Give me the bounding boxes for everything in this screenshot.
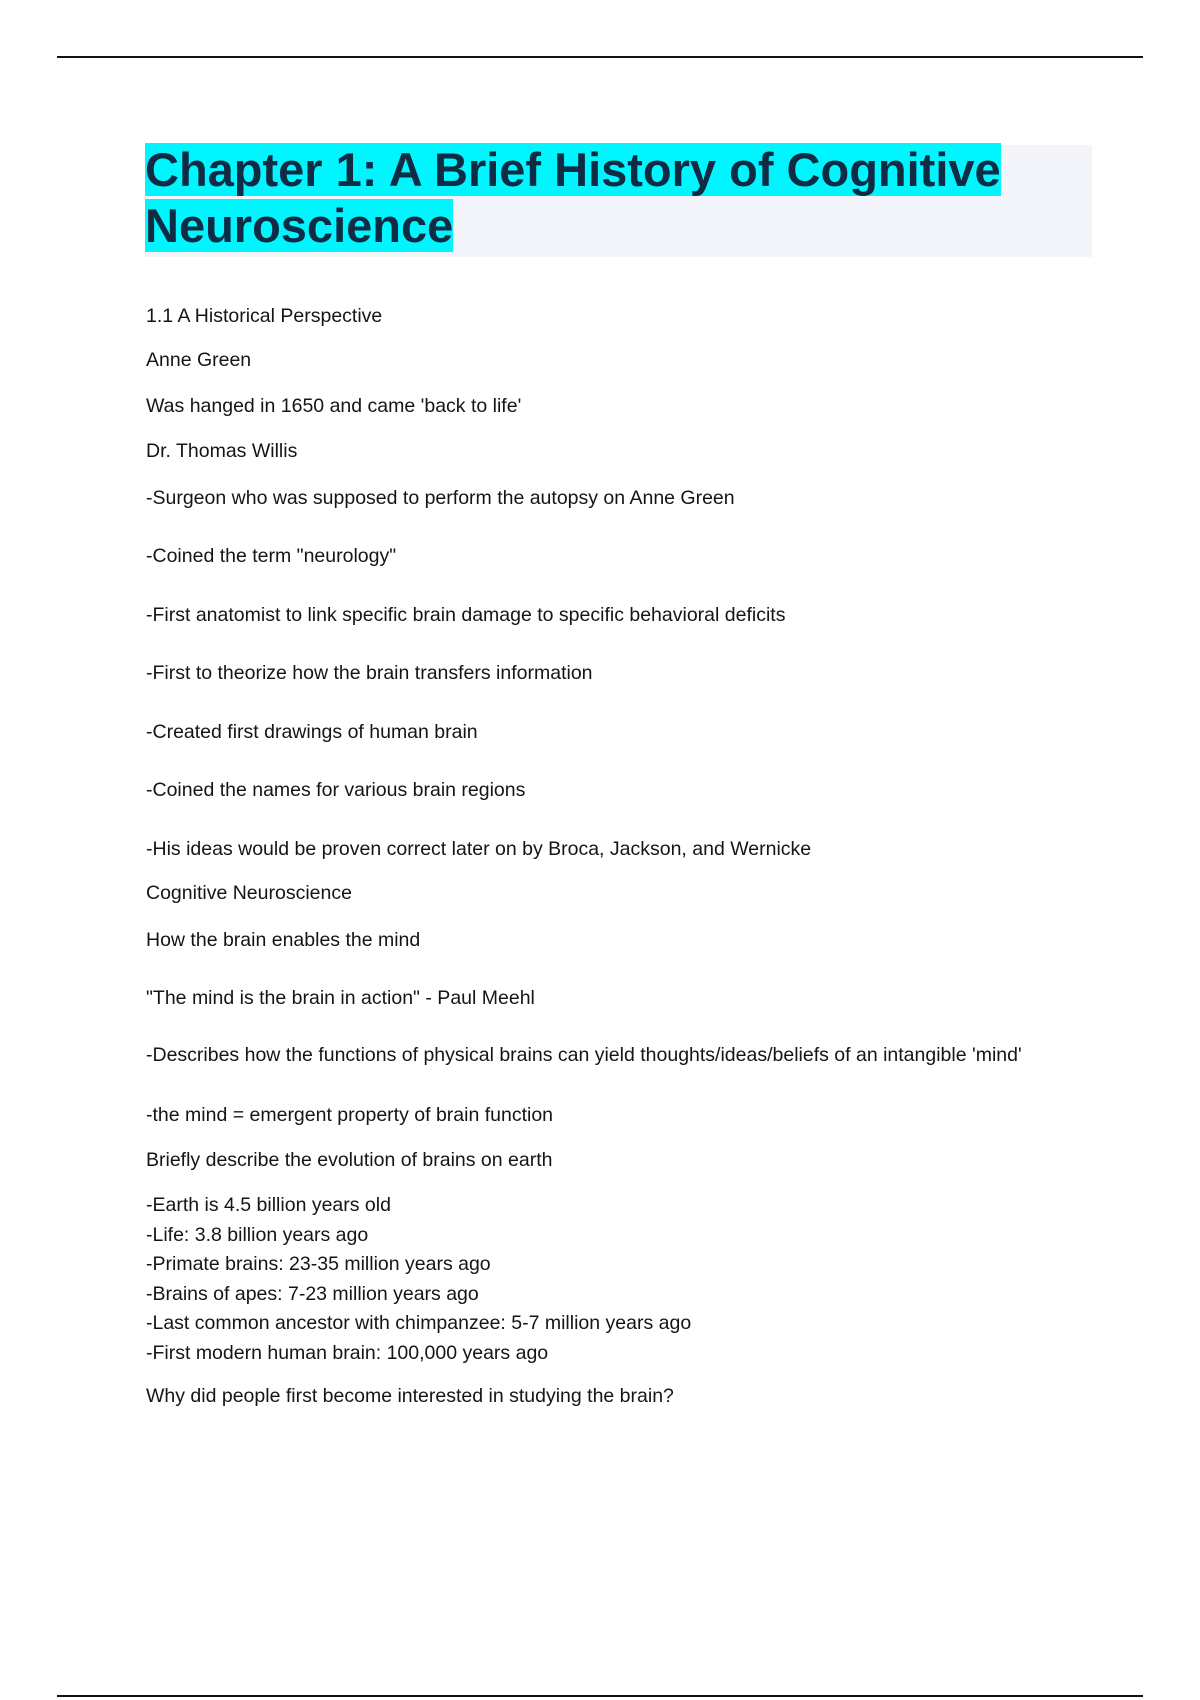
- page-title: [145, 142, 1092, 254]
- list-item: -First modern human brain: 100,000 years ago: [146, 1341, 549, 1364]
- willis-fact-2: -Coined the term "neurology": [146, 545, 397, 567]
- willis-fact-5: -Created first drawings of human brain: [146, 721, 478, 743]
- meehl-fact-1: -Describes how the functions of physical brains can yield thoughts/ideas/beliefs of an intangible 'mind': [146, 1044, 1022, 1066]
- list-item: -Last common ancestor with chimpanzee: 5-7 million years ago: [146, 1312, 692, 1334]
- term-cognitive-neuroscience: Cognitive Neuroscience: [146, 882, 352, 904]
- bottom-rule: [57, 1695, 1143, 1697]
- definition-anne-green: Was hanged in 1650 and came 'back to life': [146, 395, 522, 417]
- section-heading: 1.1 A Historical Perspective: [146, 305, 383, 327]
- list-item: -Earth is 4.5 billion years old: [146, 1194, 391, 1216]
- term-meehl-quote: "The mind is the brain in action" - Paul Meehl: [146, 987, 535, 1009]
- definition-cognitive-neuroscience: How the brain enables the mind: [146, 929, 421, 951]
- list-item: -Life: 3.8 billion years ago: [146, 1223, 369, 1246]
- willis-fact-7: -His ideas would be proven correct later on by Broca, Jackson, and Wernicke: [146, 838, 812, 860]
- evolution-list: [146, 1191, 691, 1368]
- list-item: -Primate brains: 23-35 million years ago: [146, 1253, 491, 1275]
- meehl-fact-2: -the mind = emergent property of brain function: [146, 1104, 554, 1126]
- willis-fact-1: -Surgeon who was supposed to perform the autopsy on Anne Green: [146, 487, 735, 509]
- list-item: -Brains of apes: 7-23 million years ago: [146, 1282, 479, 1305]
- willis-fact-4: -First to theorize how the brain transfers information: [146, 662, 593, 684]
- term-final-question: Why did people first become interested in studying the brain?: [146, 1385, 674, 1407]
- term-thomas-willis: Dr. Thomas Willis: [146, 440, 298, 462]
- top-rule: [57, 56, 1143, 58]
- willis-fact-3: -First anatomist to link specific brain damage to specific behavioral deficits: [146, 604, 786, 626]
- willis-fact-6: -Coined the names for various brain regions: [146, 779, 526, 801]
- title-highlight: Chapter 1: A Brief History of Cognitive Neuroscience: [145, 143, 1001, 252]
- term-evolution-question: Briefly describe the evolution of brains on earth: [146, 1149, 553, 1171]
- term-anne-green: Anne Green: [146, 349, 252, 371]
